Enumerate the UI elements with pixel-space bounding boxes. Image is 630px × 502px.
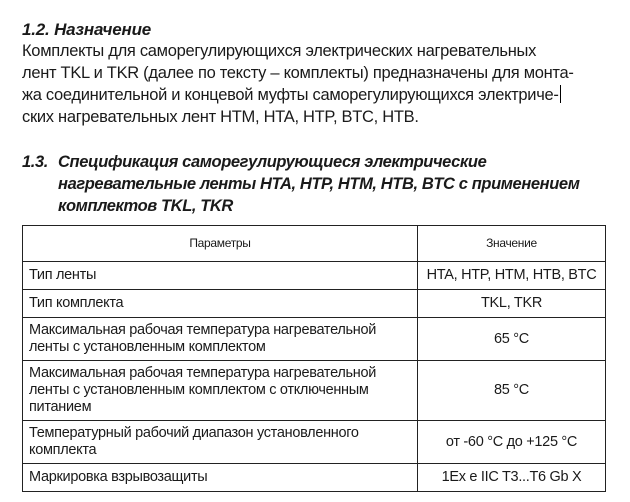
value-cell: 85 °C (418, 361, 606, 421)
section-number: 1.3. (22, 153, 48, 171)
paragraph-line: лент TKL и TKR (далее по тексту – комплекты) предназначены для монта- (22, 64, 574, 82)
paragraph-line: жа соединительной и концевой муфты саморегулирующихся электриче- (22, 86, 559, 104)
text-cursor (560, 85, 561, 103)
table-row (23, 464, 606, 492)
column-header-value: Значение (418, 226, 606, 262)
heading-text: Спецификация саморегулирующиеся электрические (58, 153, 487, 171)
section-heading-purpose: 1.2. Назначение (22, 20, 152, 39)
param-cell: Максимальная рабочая температура нагревательной ленты с установленным комплектом с отключенным питанием (23, 361, 418, 421)
section-heading-specification (22, 151, 622, 217)
paragraph-line-with-cursor (22, 84, 622, 106)
value-cell: HTA, HTP, HTM, HTB, BTC (418, 262, 606, 290)
value-cell: 65 °C (418, 318, 606, 361)
param-cell: Маркировка взрывозащиты (23, 464, 418, 492)
param-cell: Температурный рабочий диапазон установленного комплекта (23, 421, 418, 464)
param-cell: Максимальная рабочая температура нагревательной ленты с установленным комплектом (23, 318, 418, 361)
heading-line: нагревательные ленты HTA, HTP, HTM, HTB, BTC с применением (58, 175, 580, 193)
param-cell: Тип комплекта (23, 290, 418, 318)
table-row (23, 421, 606, 464)
column-header-parameters: Параметры (23, 226, 418, 262)
value-cell: TKL, TKR (418, 290, 606, 318)
value-cell: 1Ex e IIC T3...T6 Gb X (418, 464, 606, 492)
paragraph-line: Комплекты для саморегулирующихся электрических нагревательных (22, 42, 537, 60)
purpose-paragraph (22, 40, 622, 128)
param-cell: Тип ленты (23, 262, 418, 290)
table-header-row (23, 226, 606, 262)
table-row (23, 361, 606, 421)
value-cell: от -60 °C до +125 °C (418, 421, 606, 464)
heading-line: комплектов TKL, TKR (58, 197, 233, 215)
table-row (23, 290, 606, 318)
table-row (23, 262, 606, 290)
paragraph-line: ских нагревательных лент HTM, HTA, HTP, BTC, HTB. (22, 108, 419, 126)
specification-table (22, 225, 606, 492)
heading-line (22, 151, 622, 173)
table-row (23, 318, 606, 361)
